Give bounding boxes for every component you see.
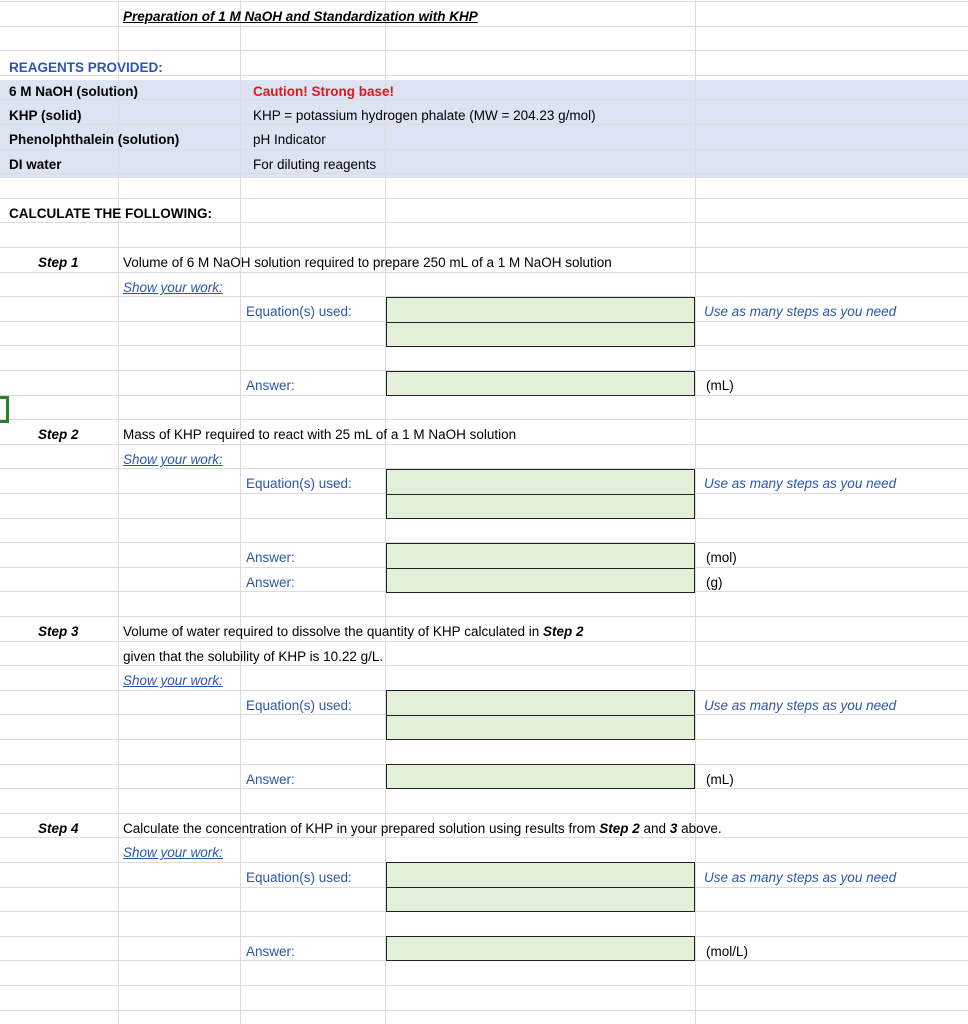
reagent-note: pH Indicator	[253, 132, 326, 147]
equations-label: Equation(s) used:	[246, 476, 352, 491]
grid-row-line	[0, 272, 968, 273]
hint-text: Use as many steps as you need	[704, 870, 897, 885]
cell-selection-marker	[0, 396, 9, 423]
step-question-text: Volume of water required to dissolve the quantity of KHP calculated in	[123, 624, 543, 639]
reagents-band	[0, 80, 968, 178]
step-label: Step 4	[38, 821, 79, 836]
step-reference: Step 2	[543, 624, 584, 639]
step-label: Step 3	[38, 624, 79, 639]
reagent-note: KHP = potassium hydrogen phalate (MW = 204.23 g/mol)	[253, 108, 596, 123]
grid-row-line	[0, 1010, 968, 1011]
grid-row-line	[0, 985, 968, 986]
answer-input[interactable]	[386, 371, 695, 396]
grid-row-line	[0, 419, 968, 420]
calculate-heading: CALCULATE THE FOLLOWING:	[9, 206, 212, 221]
step-question-text: and	[639, 821, 670, 836]
equations-label: Equation(s) used:	[246, 870, 352, 885]
step-reference: Step 2	[599, 821, 640, 836]
page-title: Preparation of 1 M NaOH and Standardization with KHP	[123, 9, 478, 24]
reagent-note: Caution! Strong base!	[253, 84, 394, 99]
answer-label: Answer:	[246, 772, 295, 787]
answer-unit: (mL)	[706, 772, 734, 787]
grid-row-line	[0, 665, 968, 666]
show-work-link[interactable]: Show your work:	[123, 280, 223, 295]
answer-input[interactable]	[386, 543, 695, 593]
grid-row-line	[0, 26, 968, 27]
answer-unit: (mol)	[706, 550, 737, 565]
step-question-line2: given that the solubility of KHP is 10.22 g/L.	[123, 649, 384, 664]
step-question: Volume of 6 M NaOH solution required to prepare 250 mL of a 1 M NaOH solution	[123, 255, 612, 270]
step-question	[123, 624, 584, 640]
equations-label: Equation(s) used:	[246, 698, 352, 713]
step-question: Mass of KHP required to react with 25 mL of a 1 M NaOH solution	[123, 427, 517, 442]
show-work-link[interactable]: Show your work:	[123, 452, 223, 467]
grid-row-line	[0, 198, 968, 199]
reagent-name: KHP (solid)	[9, 108, 82, 123]
show-work-link[interactable]: Show your work:	[123, 845, 223, 860]
reagent-name: DI water	[9, 157, 62, 172]
grid-column-line	[695, 0, 696, 1024]
answer-label: Answer:	[246, 944, 295, 959]
hint-text: Use as many steps as you need	[704, 698, 897, 713]
grid-row-line	[0, 149, 968, 150]
answer-unit: (mL)	[706, 378, 734, 393]
answer-unit: (g)	[706, 575, 723, 590]
step-question	[123, 821, 722, 837]
answer-unit: (mol/L)	[706, 944, 749, 959]
answer-label: Answer:	[246, 575, 295, 590]
equation-input[interactable]	[386, 862, 695, 912]
answer-input[interactable]	[386, 936, 695, 961]
grid-row-line	[0, 616, 968, 617]
answer-label: Answer:	[246, 378, 295, 393]
reagent-name: 6 M NaOH (solution)	[9, 84, 138, 99]
grid-row-line	[0, 641, 968, 642]
answer-input[interactable]	[386, 764, 695, 789]
step-reference: 3	[669, 821, 678, 836]
reagent-note: For diluting reagents	[253, 157, 377, 172]
grid-row-line	[0, 1, 968, 2]
grid-row-line	[0, 247, 968, 248]
grid-row-line	[0, 837, 968, 838]
equations-label: Equation(s) used:	[246, 304, 352, 319]
grid-row-line	[0, 99, 968, 100]
step-question-text: above.	[677, 821, 722, 836]
hint-text: Use as many steps as you need	[704, 476, 897, 491]
step-label: Step 2	[38, 427, 79, 442]
grid-row-line	[0, 444, 968, 445]
grid-row-line	[0, 50, 968, 51]
grid-row-line	[0, 124, 968, 125]
grid-column-line	[118, 0, 119, 1024]
equation-input[interactable]	[386, 469, 695, 519]
reagent-name: Phenolphthalein (solution)	[9, 132, 180, 147]
step-question-text: Calculate the concentration of KHP in your prepared solution using results from	[123, 821, 600, 836]
answer-label: Answer:	[246, 550, 295, 565]
hint-text: Use as many steps as you need	[704, 304, 897, 319]
step-label: Step 1	[38, 255, 79, 270]
grid-row-line	[0, 813, 968, 814]
grid-column-line	[240, 0, 241, 1024]
grid-row-line	[0, 222, 968, 223]
equation-input[interactable]	[386, 297, 695, 347]
show-work-link[interactable]: Show your work:	[123, 673, 223, 688]
grid-row-line	[0, 173, 968, 174]
equation-input[interactable]	[386, 690, 695, 740]
reagents-heading: REAGENTS PROVIDED:	[9, 60, 163, 75]
